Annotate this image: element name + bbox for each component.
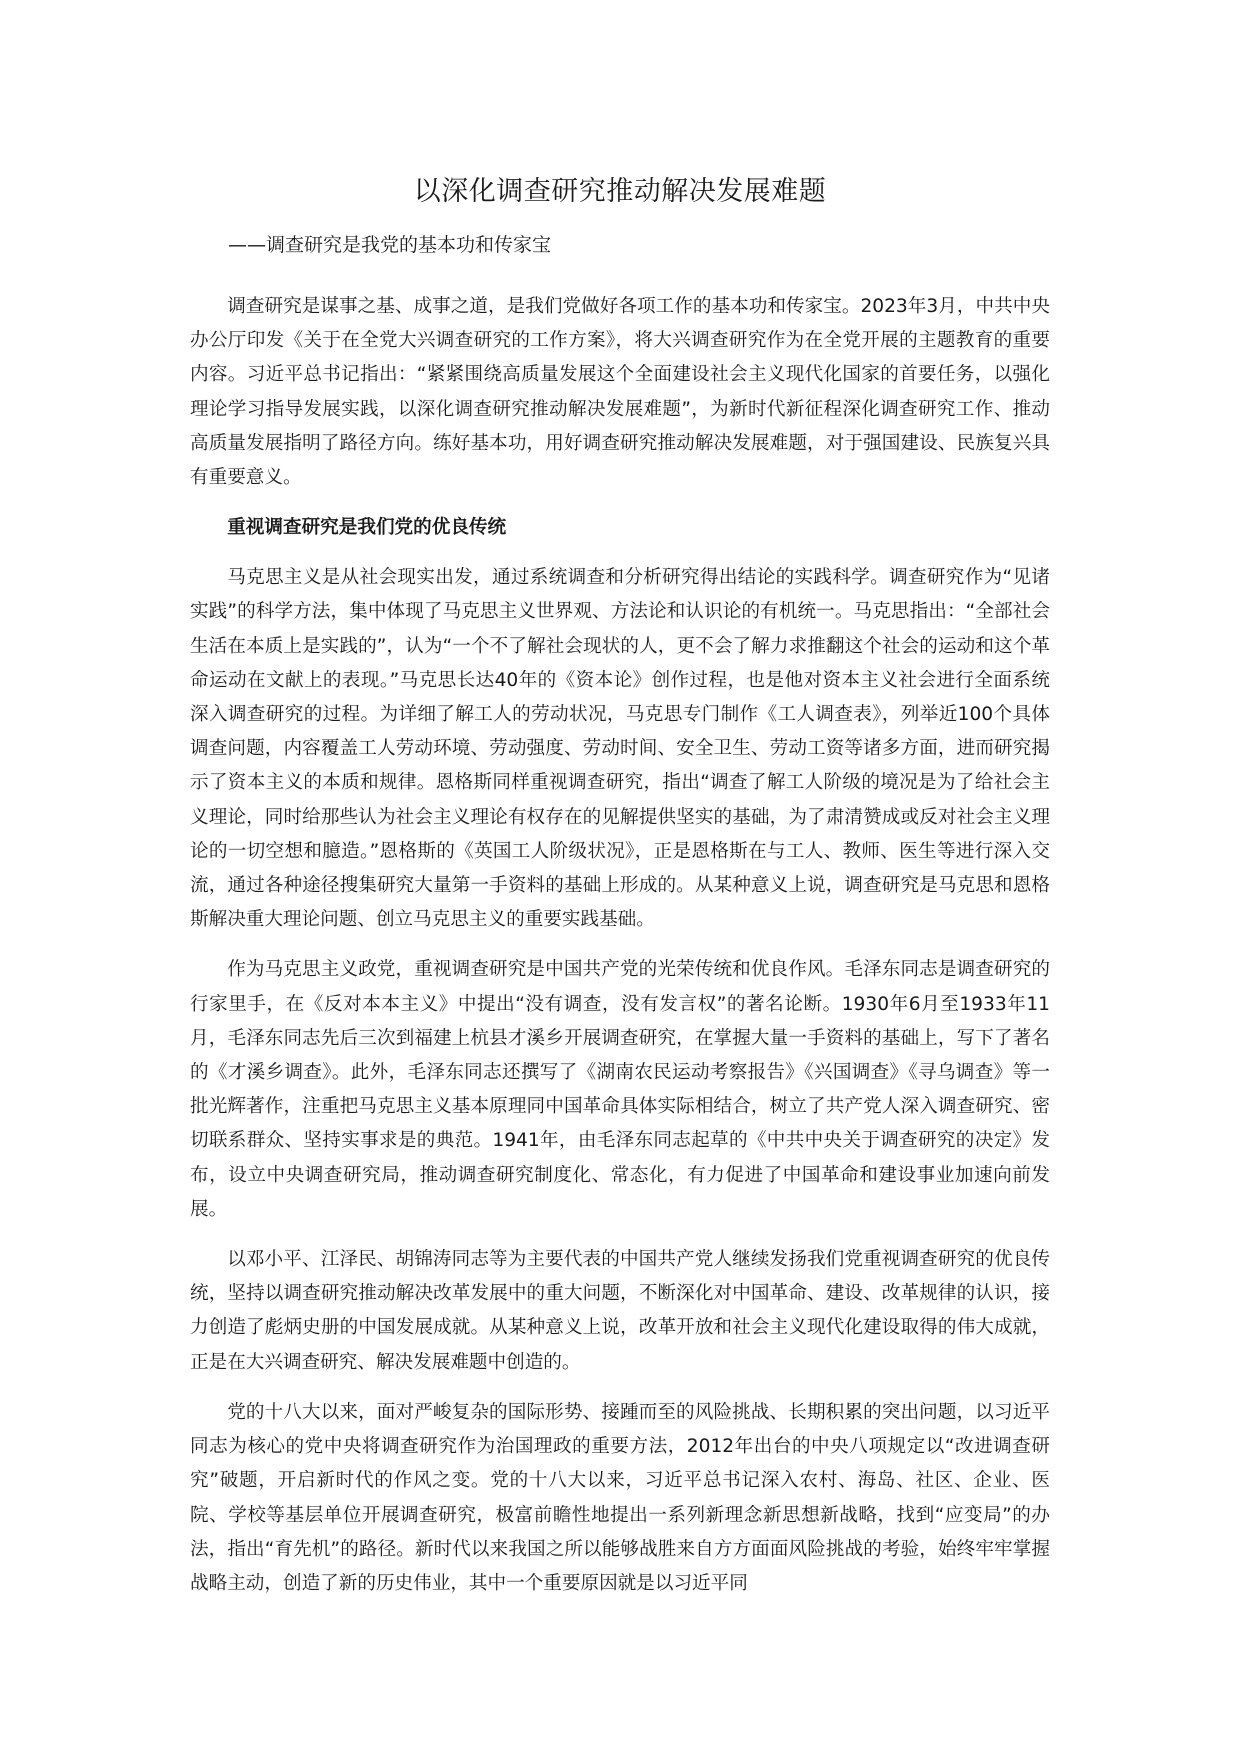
body-paragraph-4: 党的十八大以来，面对严峻复杂的国际形势、接踵而至的风险挑战、长期积累的突出问题，以习近平同志为核心的党中央将调查研究作为治国理政的重要方法，2012年出台的中央八项规定以“改进调查研究”破题，开启新时代的作风之变。党的十八大以来，习近平总书记深入农村、海岛、社区、企业、医院、学校等基层单位开展调查研究，极富前瞻性地提出一系列新理念新思想新战略，找到“应变局”的办法，指出“育先机”的路径。新时代以来我国之所以能够战胜来自方方面面风险挑战的考验，始终牢牢掌握战略主动，创造了新的历史伟业，其中一个重要原因就是以习近平同 xyxy=(190,1401,1050,1594)
section-heading: 重视调查研究是我们党的优良传统 xyxy=(227,517,507,539)
document-title: 以深化调查研究推动解决发展难题 xyxy=(413,176,827,207)
document-page xyxy=(190,172,1050,1732)
body-paragraph-2: 作为马克思主义政党，重视调查研究是中国共产党的光荣传统和优良作风。毛泽东同志是调查研究的行家里手，在《反对本本主义》中提出“没有调查，没有发言权”的著名论断。1930年6月至1933年11月，毛泽东同志先后三次到福建上杭县才溪乡开展调查研究，在掌握大量一手资料的基础上，写下了著名的《才溪乡调查》。此外，毛泽东同志还撰写了《湖南农民运动考察报告》《兴国调查》《寻乌调查》等一批光辉著作，注重把马克思主义基本原理同中国革命具体实际相结合，树立了共产党人深入调查研究、密切联系群众、坚持实事求是的典范。1941年，由毛泽东同志起草的《中共中央关于调查研究的决定》发布，设立中央调查研究局，推动调查研究制度化、常态化，有力促进了中国革命和建设事业加速向前发展。 xyxy=(190,959,1050,1220)
intro-paragraph: 调查研究是谋事之基、成事之道，是我们党做好各项工作的基本功和传家宝。2023年3月，中共中央办公厅印发《关于在全党大兴调查研究的工作方案》，将大兴调查研究作为在全党开展的主题教育的重要内容。习近平总书记指出：“紧紧围绕高质量发展这个全面建设社会主义现代化国家的首要任务，以强化理论学习指导发展实践，以深化调查研究推动解决发展难题”，为新时代新征程深化调查研究工作、推动高质量发展指明了路径方向。练好基本功，用好调查研究推动解决发展难题，对于强国建设、民族复兴具有重要意义。 xyxy=(190,296,1050,489)
document-subtitle: ——调查研究是我党的基本功和传家宝 xyxy=(228,234,552,256)
body-paragraph-3: 以邓小平、江泽民、胡锦涛同志等为主要代表的中国共产党人继续发扬我们党重视调查研究的优良传统，坚持以调查研究推动解决改革发展中的重大问题，不断深化对中国革命、建设、改革规律的认识，接力创造了彪炳史册的中国发展成就。从某种意义上说，改革开放和社会主义现代化建设取得的伟大成就，正是在大兴调查研究、解决发展难题中创造的。 xyxy=(190,1249,1050,1373)
body-paragraph-1: 马克思主义是从社会现实出发，通过系统调查和分析研究得出结论的实践科学。调查研究作为“见诸实践”的科学方法，集中体现了马克思主义世界观、方法论和认识论的有机统一。马克思指出：“全部社会生活在本质上是实践的”，认为“一个不了解社会现状的人，更不会了解力求推翻这个社会的运动和这个革命运动在文献上的表现。”马克思长达40年的《资本论》创作过程，也是他对资本主义社会进行全面系统深入调查研究的过程。为详细了解工人的劳动状况，马克思专门制作《工人调查表》，列举近100个具体调查问题，内容覆盖工人劳动环境、劳动强度、劳动时间、安全卫生、劳动工资等诸多方面，进而研究揭示了资本主义的本质和规律。恩格斯同样重视调查研究，指出“调查了解工人阶级的境况是为了给社会主义理论，同时给那些认为社会主义理论有权存在的见解提供坚实的基础，为了肃清赞成或反对社会主义理论的一切空想和臆造。”恩格斯的《英国工人阶级状况》，正是恩格斯在与工人、教师、医生等进行深入交流，通过各种途径搜集研究大量第一手资料的基础上形成的。从某种意义上说，调查研究是马克思和恩格斯解决重大理论问题、创立马克思主义的重要实践基础。 xyxy=(190,567,1050,931)
